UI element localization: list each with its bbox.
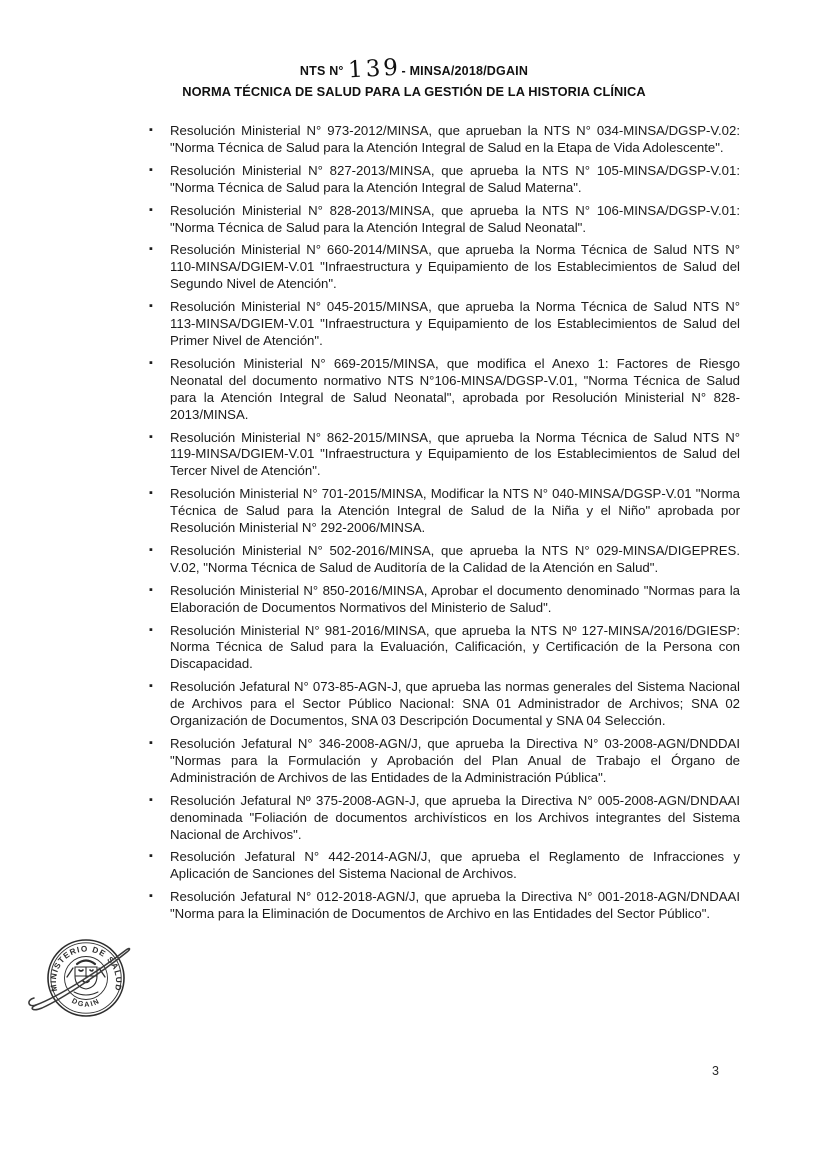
resolution-item: ▪ Resolución Ministerial N° 502-2016/MINSA, que aprueba la NTS N° 029-MINSA/DIGEPRES. V.02, "Norma Técnica de Salud de Auditoría de la Calidad de la Atención en Salud".: [148, 543, 740, 577]
ministry-stamp: [24, 926, 194, 1041]
nts-suffix: - MINSA/2018/DGAIN: [401, 64, 529, 78]
resolution-item: ▪ Resolución Ministerial N° 828-2013/MINSA, que aprueba la NTS N° 106-MINSA/DGSP-V.01: "Norma Técnica de Salud para la Atención Integral de Salud Neonatal".: [148, 203, 740, 237]
nts-number-line: [0, 56, 828, 83]
resolution-item: ▪ Resolución Ministerial N° 701-2015/MINSA, Modificar la NTS N° 040-MINSA/DGSP-V.01 "Norma Técnica de Salud para la Atención Integral de Salud de la Niña y el Niño" aprobada por Resolución Ministerial N° 292-2006/MINSA.: [148, 486, 740, 537]
resolution-item: ▪ Resolución Jefatural N° 012-2018-AGN/J, que aprueba la Directiva N° 001-2018-AGN/DNDAAI "Norma para la Eliminación de Documentos de Archivo en las Entidades del Sector Público".: [148, 889, 740, 923]
resolution-item: ▪ Resolución Jefatural N° 346-2008-AGN/J, que aprueba la Directiva N° 03-2008-AGN/DNDDAI "Normas para la Formulación y Aprobación del Plan Anual de Trabajo el Órgano de Administración de Archivos de las Entidades de la Administración Pública".: [148, 736, 740, 787]
resolution-item: ▪ Resolución Ministerial N° 850-2016/MINSA, Aprobar el documento denominado "Normas para la Elaboración de Documentos Normativos del Ministerio de Salud".: [148, 583, 740, 617]
stamp-ring-text-top: MINISTERIO DE SALUD: [48, 944, 124, 993]
nts-handwritten-number: 139: [347, 54, 402, 84]
resolution-item: ▪ Resolución Ministerial N° 045-2015/MINSA, que aprueba la Norma Técnica de Salud NTS N° 113-MINSA/DGIEM-V.01 "Infraestructura y Equipamiento de los Establecimientos de Salud del Primer Nivel de Atención".: [148, 299, 740, 350]
document-header: [0, 0, 828, 99]
resolution-item: ▪ Resolución Jefatural N° 073-85-AGN-J, que aprueba las normas generales del Sistema Nacional de Archivos para el Sector Público Nacional: SNA 01 Administrador de Archivos; SNA 02 Organización de Documentos, SNA 03 Descripción Documental y SNA 04 Selección.: [148, 679, 740, 730]
resolution-item: ▪ Resolución Ministerial N° 660-2014/MINSA, que aprueba la Norma Técnica de Salud NTS N° 110-MINSA/DGIEM-V.01 "Infraestructura y Equipamiento de los Establecimientos de Salud del Segundo Nivel de Atención".: [148, 242, 740, 293]
resolution-item: ▪ Resolución Ministerial N° 669-2015/MINSA, que modifica el Anexo 1: Factores de Riesgo Neonatal del documento normativo NTS N°106-MINSA/DGSP-V.01, "Norma Técnica de Salud para la Atención Integral de Salud Neonatal", aprobada por Resolución Ministerial N° 828-2013/MINSA.: [148, 356, 740, 424]
nts-prefix: NTS N°: [299, 64, 344, 78]
resolution-item: ▪ Resolución Ministerial N° 973-2012/MINSA, que aprueban la NTS N° 034-MINSA/DGSP-V.02: "Norma Técnica de Salud para la Atención Integral de Salud en la Etapa de Vida Adolescente".: [148, 123, 740, 157]
stamp-seal-icon: [24, 926, 194, 1041]
resolution-item: ▪ Resolución Ministerial N° 827-2013/MINSA, que aprueba la NTS N° 105-MINSA/DGSP-V.01: "Norma Técnica de Salud para la Atención Integral de Salud Materna".: [148, 163, 740, 197]
stamp-ring-text-bottom: DGAIN: [70, 995, 102, 1009]
resolution-item: ▪ Resolución Jefatural Nº 375-2008-AGN-J, que aprueba la Directiva N° 005-2008-AGN/DNDAAI denominada "Foliación de documentos archivísticos en los Archivos integrantes del Sistema Nacional de Archivos".: [148, 793, 740, 844]
resolution-item: ▪ Resolución Ministerial N° 981-2016/MINSA, que aprueba la NTS Nº 127-MINSA/2016/DGIESP: Norma Técnica de Salud para la Evaluación, Calificación, y Certificación de la Persona con Discapacidad.: [148, 623, 740, 674]
resolution-item: ▪ Resolución Ministerial N° 862-2015/MINSA, que aprueba la Norma Técnica de Salud NTS N° 119-MINSA/DGIEM-V.01 "Infraestructura y Equipamiento de los Establecimientos de Salud del Tercer Nivel de Atención".: [148, 430, 740, 481]
svg-text:DGAIN: [70, 996, 101, 1009]
resolution-item: ▪ Resolución Jefatural N° 442-2014-AGN/J, que aprueba el Reglamento de Infracciones y Aplicación de Sanciones del Sistema Nacional de Archivos.: [148, 849, 740, 883]
page-number: 3: [712, 1064, 719, 1078]
document-title: NORMA TÉCNICA DE SALUD PARA LA GESTIÓN DE LA HISTORIA CLÍNICA: [182, 84, 646, 99]
resolutions-list: [148, 123, 740, 923]
